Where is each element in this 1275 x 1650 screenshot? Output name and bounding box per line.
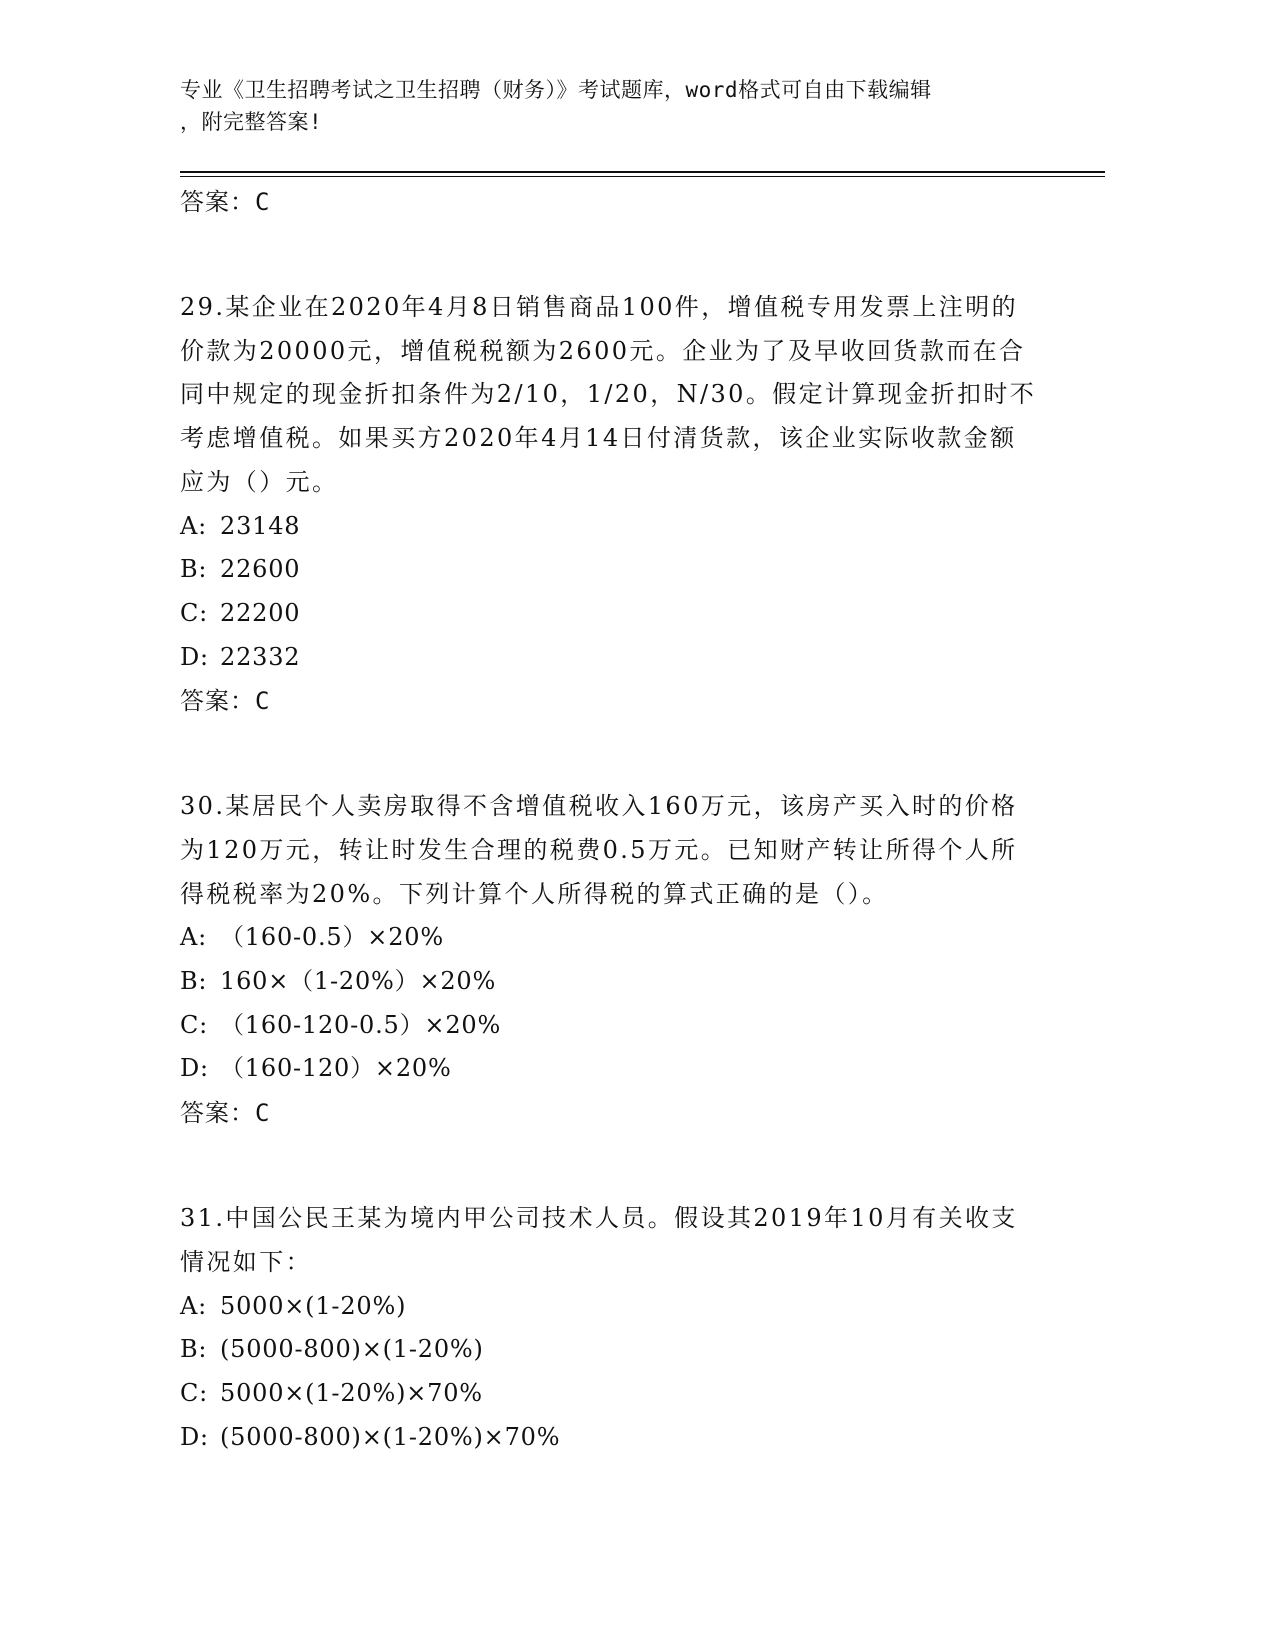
option-text: 22200 (220, 598, 301, 627)
answer-line: 答案：C (180, 188, 271, 216)
option-a (180, 916, 1040, 960)
option-text: （160-120-0.5）×20% (220, 1010, 502, 1039)
option-d (180, 636, 1040, 680)
option-text: (5000-800)×(1-20%)×70% (220, 1422, 561, 1451)
option-text: (5000-800)×(1-20%) (220, 1335, 484, 1364)
question-text: 31.中国公民王某为境内甲公司技术人员。假设其2019年10月有关收支情况如下： (180, 1204, 1018, 1276)
option-text: 22600 (220, 555, 301, 584)
option-label: A: (180, 923, 208, 952)
question-29 (180, 286, 1040, 723)
option-text: 5000×(1-20%)×70% (220, 1378, 483, 1407)
option-b (180, 548, 1040, 592)
option-label: B: (180, 1335, 208, 1364)
option-label: C: (180, 1378, 209, 1407)
option-label: D: (180, 642, 209, 671)
option-label: B: (180, 967, 208, 996)
option-text: （160-120）×20% (220, 1054, 452, 1083)
answer-line: 答案：C (180, 687, 271, 716)
option-label: D: (180, 1054, 209, 1083)
option-c (180, 1004, 1040, 1048)
option-b (180, 1328, 1040, 1372)
option-c (180, 1372, 1040, 1416)
option-a (180, 505, 1040, 549)
answer-line: 答案：C (180, 1099, 271, 1128)
option-c (180, 592, 1040, 636)
option-label: A: (180, 511, 208, 540)
question-31 (180, 1197, 1040, 1459)
document-header (180, 74, 1060, 138)
option-b (180, 960, 1040, 1004)
option-text: 5000×(1-20%) (220, 1291, 407, 1320)
header-rule-thin (180, 176, 1105, 177)
option-text: 22332 (220, 642, 301, 671)
option-d (180, 1416, 1040, 1460)
option-a (180, 1285, 1040, 1329)
document-body (180, 180, 1040, 1459)
question-text: 30.某居民个人卖房取得不含增值税收入160万元，该房产买入时的价格为120万元，转让时发生合理的税费0.5万元。已知财产转让所得个人所得税税率为20%。下列计算个人所得税的算式正确的是（）。 (180, 792, 1018, 908)
option-text: 23148 (220, 511, 301, 540)
option-label: C: (180, 1010, 209, 1039)
header-line-1: 专业《卫生招聘考试之卫生招聘（财务）》考试题库，word格式可自由下载编辑 (180, 78, 932, 102)
question-text: 29.某企业在2020年4月8日销售商品100件，增值税专用发票上注明的价款为20000元，增值税税额为2600元。企业为了及早收回货款而在合同中规定的现金折扣条件为2/10，1/20，N/30。假定计算现金折扣时不考虑增值税。如果买方2020年4月14日付清货款，该企业实际收款金额应为（）元。 (180, 293, 1037, 496)
option-label: A: (180, 1291, 208, 1320)
option-d (180, 1047, 1040, 1091)
option-label: B: (180, 555, 208, 584)
header-line-2: ，附完整答案! (180, 110, 323, 134)
option-text: 160×（1-20%）×20% (220, 967, 497, 996)
question-30 (180, 785, 1040, 1135)
option-text: （160-0.5）×20% (220, 923, 444, 952)
header-rule-thick (180, 171, 1105, 173)
option-label: D: (180, 1422, 209, 1451)
option-label: C: (180, 598, 209, 627)
